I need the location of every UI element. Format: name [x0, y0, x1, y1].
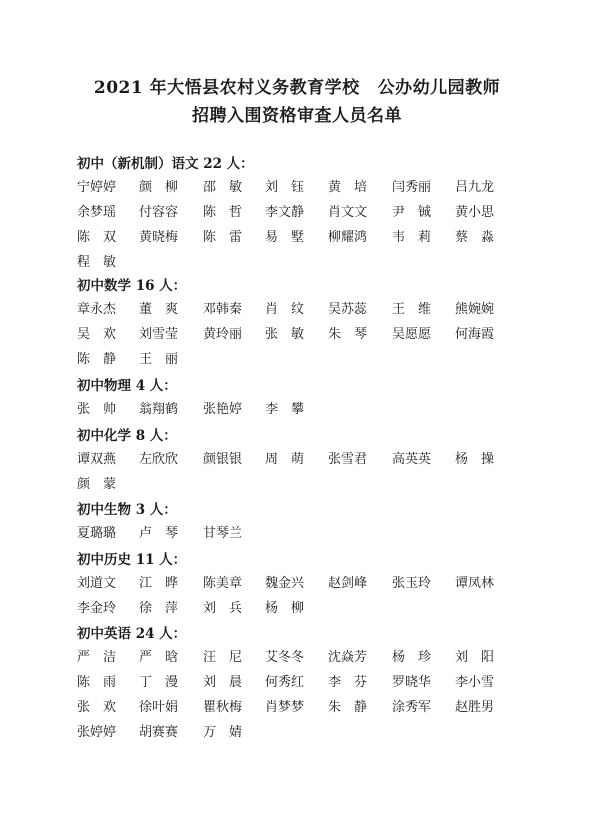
candidate-name: 刘晨	[203, 675, 256, 690]
candidate-name: 邓韩秦	[203, 302, 243, 317]
candidate-name: 刘道文	[77, 576, 117, 591]
candidate-name: 汪尼	[203, 650, 256, 665]
candidate-name: 丁漫	[139, 675, 192, 690]
candidate-name: 江晔	[139, 576, 192, 591]
candidate-name: 谭双燕	[77, 452, 117, 467]
candidate-name: 徐萍	[139, 601, 192, 616]
candidate-name: 颜柳	[139, 180, 192, 195]
candidate-name: 朱静	[328, 700, 381, 715]
candidate-name: 朱琴	[328, 327, 381, 342]
candidate-name: 张雪君	[328, 452, 368, 467]
candidate-name: 翁翔鹤	[139, 402, 179, 417]
candidate-name: 肖纹	[265, 302, 318, 317]
candidate-name: 万婧	[203, 725, 256, 740]
candidate-name: 赵剑峰	[328, 576, 368, 591]
candidate-name: 余梦瑶	[77, 205, 117, 220]
document-title-line2: 招聘入围资格审查人员名单	[192, 106, 402, 126]
candidate-name: 涂秀军	[392, 700, 432, 715]
candidate-name: 陈美章	[203, 576, 243, 591]
title-part1: 2021 年大悟县农村义务教育学校	[93, 78, 360, 98]
document-title-line1	[0, 73, 594, 98]
candidate-name: 陈雨	[77, 675, 130, 690]
candidate-name: 李芬	[328, 675, 381, 690]
candidate-name: 付容容	[139, 205, 179, 220]
candidate-name: 夏璐璐	[77, 526, 117, 541]
candidate-name: 瞿秋梅	[203, 700, 243, 715]
candidate-name: 尹铖	[392, 205, 445, 220]
candidate-name: 杨柳	[265, 601, 318, 616]
candidate-name: 张敏	[265, 327, 318, 342]
candidate-name: 刘钰	[265, 180, 318, 195]
candidate-name: 蔡淼	[455, 230, 508, 245]
candidate-name: 吴欢	[77, 327, 130, 342]
candidate-name: 张帅	[77, 402, 130, 417]
section-heading: 初中（新机制）语文 22 人：	[77, 156, 254, 172]
candidate-name: 魏金兴	[265, 576, 305, 591]
candidate-name: 刘阳	[455, 650, 508, 665]
section-heading: 初中数学 16 人：	[77, 278, 187, 294]
candidate-name: 颜银银	[203, 452, 243, 467]
candidate-name: 吕九龙	[455, 180, 495, 195]
candidate-name: 颜蒙	[77, 477, 130, 492]
candidate-name: 吴苏蕊	[328, 302, 368, 317]
candidate-name: 闫秀丽	[392, 180, 432, 195]
candidate-name: 周萌	[265, 452, 318, 467]
title-part2: 公办幼儿园教师	[377, 78, 501, 98]
candidate-name: 程敏	[77, 255, 130, 270]
candidate-name: 陈静	[77, 352, 130, 367]
section-heading: 初中英语 24 人：	[77, 626, 187, 642]
candidate-name: 严晗	[139, 650, 192, 665]
candidate-name: 何海霞	[455, 327, 495, 342]
candidate-name: 赵胜男	[455, 700, 495, 715]
candidate-name: 董爽	[139, 302, 192, 317]
candidate-name: 吴愿愿	[392, 327, 432, 342]
candidate-name: 李攀	[265, 402, 318, 417]
candidate-name: 陈双	[77, 230, 130, 245]
candidate-name: 高英英	[392, 452, 432, 467]
candidate-name: 甘琴兰	[203, 526, 243, 541]
candidate-name: 李金玲	[77, 601, 117, 616]
candidate-name: 何秀红	[265, 675, 305, 690]
section-heading: 初中历史 11 人：	[77, 552, 187, 568]
candidate-name: 熊婉婉	[455, 302, 495, 317]
candidate-name: 杨珍	[392, 650, 445, 665]
candidate-name: 艾冬冬	[265, 650, 305, 665]
candidate-name: 刘兵	[203, 601, 256, 616]
candidate-name: 章永杰	[77, 302, 117, 317]
section-heading: 初中生物 3 人：	[77, 502, 177, 518]
candidate-name: 王维	[392, 302, 445, 317]
candidate-name: 李文静	[265, 205, 305, 220]
candidate-name: 刘雪莹	[139, 327, 179, 342]
candidate-name: 黄晓梅	[139, 230, 179, 245]
candidate-name: 柳耀鸿	[328, 230, 368, 245]
candidate-name: 肖文文	[328, 205, 368, 220]
section-heading: 初中化学 8 人：	[77, 428, 177, 444]
section-heading: 初中物理 4 人：	[77, 378, 177, 394]
candidate-name: 肖梦梦	[265, 700, 305, 715]
candidate-name: 罗晓华	[392, 675, 432, 690]
candidate-name: 陈哲	[203, 205, 256, 220]
candidate-name: 沈焱芳	[328, 650, 368, 665]
candidate-name: 黄玲丽	[203, 327, 243, 342]
candidate-name: 杨操	[455, 452, 508, 467]
candidate-name: 邵敏	[203, 180, 256, 195]
candidate-name: 易墅	[265, 230, 318, 245]
candidate-name: 张玉玲	[392, 576, 432, 591]
candidate-name: 胡赛赛	[139, 725, 179, 740]
candidate-name: 黄小思	[455, 205, 495, 220]
candidate-name: 李小雪	[455, 675, 495, 690]
candidate-name: 卢琴	[139, 526, 192, 541]
candidate-name: 王丽	[139, 352, 192, 367]
candidate-name: 宁婷婷	[77, 180, 117, 195]
candidate-name: 张婷婷	[77, 725, 117, 740]
candidate-name: 韦莉	[392, 230, 445, 245]
candidate-name: 谭凤林	[455, 576, 495, 591]
candidate-name: 黄培	[328, 180, 381, 195]
candidate-name: 张艳婷	[203, 402, 243, 417]
candidate-name: 陈雷	[203, 230, 256, 245]
candidate-name: 严洁	[77, 650, 130, 665]
candidate-name: 徐叶娟	[139, 700, 179, 715]
candidate-name: 左欣欣	[139, 452, 179, 467]
candidate-name: 张欢	[77, 700, 130, 715]
